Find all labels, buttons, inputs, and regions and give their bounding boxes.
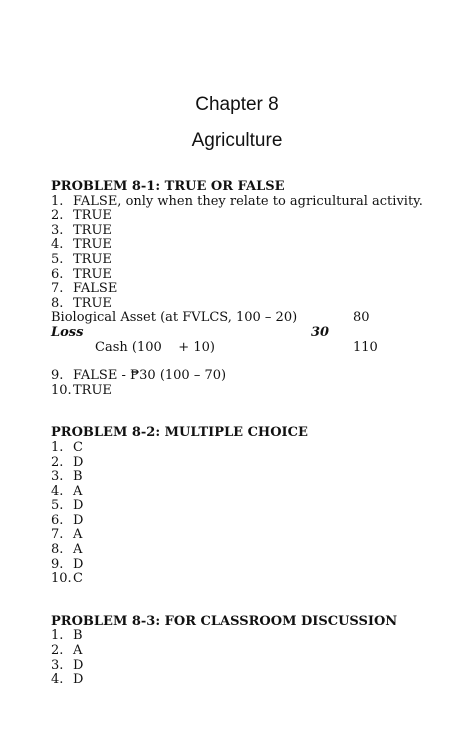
list-item [51, 499, 451, 514]
list-item [51, 485, 451, 500]
problem-3-heading: PROBLEM 8-3: FOR CLASSROOM DISCUSSION [51, 613, 398, 629]
item-number: 7. [51, 527, 64, 543]
item-number: 7. [51, 281, 64, 297]
item-answer: D [73, 556, 84, 572]
list-item [51, 558, 451, 573]
journal-debit: 110 [353, 339, 378, 355]
item-answer: D [73, 512, 84, 528]
chapter-subtitle: Agriculture [191, 130, 283, 151]
item-number: 6. [51, 266, 64, 282]
list-item [51, 514, 451, 529]
list-item [51, 195, 451, 210]
item-answer: A [73, 483, 83, 499]
journal-debit: 80 [353, 310, 370, 326]
item-answer: D [73, 454, 84, 470]
problem-2-list [51, 441, 451, 587]
item-number: 10. [51, 382, 72, 398]
list-item [51, 253, 451, 268]
journal-account: Biological Asset (at FVLCS, 100 – 20) [51, 310, 298, 326]
list-item [51, 543, 451, 558]
item-number: 3. [51, 469, 64, 485]
problem-2-heading: PROBLEM 8-2: MULTIPLE CHOICE [51, 425, 308, 441]
list-item [51, 268, 451, 283]
item-answer: TRUE [73, 237, 112, 253]
item-number: 4. [51, 237, 64, 253]
list-item [51, 441, 451, 456]
item-answer: FALSE [73, 281, 118, 297]
problem-1-list [51, 195, 451, 312]
item-answer: D [73, 657, 84, 673]
item-answer: FALSE, only when they relate to agricultural activity. [73, 193, 423, 209]
item-number: 1. [51, 193, 64, 209]
item-answer: TRUE [73, 208, 112, 224]
list-item [51, 572, 451, 587]
item-answer: TRUE [73, 251, 112, 267]
item-answer: C [73, 439, 83, 455]
list-item [51, 470, 451, 485]
item-answer: TRUE [73, 382, 112, 398]
list-item [51, 209, 451, 224]
list-item [51, 673, 451, 688]
journal-line [51, 311, 451, 326]
item-number: 5. [51, 251, 64, 267]
problem-1-list-continued [51, 369, 451, 398]
item-number: 2. [51, 208, 64, 224]
list-item [51, 369, 451, 384]
list-item [51, 456, 451, 471]
item-answer: TRUE [73, 222, 112, 238]
problem-1-heading: PROBLEM 8-1: TRUE OR FALSE [51, 179, 285, 194]
list-item [51, 644, 451, 659]
item-number: 9. [51, 556, 64, 572]
chapter-title: Chapter 8 [195, 94, 279, 115]
problem-3-list [51, 629, 451, 687]
item-answer: FALSE - ₱30 (100 – 70) [73, 368, 227, 384]
item-answer: A [73, 527, 83, 543]
item-answer: B [73, 628, 83, 644]
item-number: 2. [51, 643, 64, 659]
item-answer: D [73, 498, 84, 514]
item-number: 3. [51, 657, 64, 673]
item-number: 9. [51, 368, 64, 384]
item-answer: TRUE [73, 295, 112, 311]
item-number: 2. [51, 454, 64, 470]
journal-entry [51, 311, 451, 355]
journal-line [51, 341, 451, 356]
journal-line [51, 326, 451, 341]
list-item [51, 297, 451, 312]
item-answer: TRUE [73, 266, 112, 282]
item-answer: A [73, 643, 83, 659]
item-number: 8. [51, 295, 64, 311]
item-number: 1. [51, 439, 64, 455]
item-answer: D [73, 672, 84, 688]
item-number: 8. [51, 542, 64, 558]
item-number: 5. [51, 498, 64, 514]
journal-account: Loss [51, 324, 84, 340]
item-number: 6. [51, 512, 64, 528]
item-number: 4. [51, 483, 64, 499]
list-item [51, 659, 451, 674]
item-answer: A [73, 542, 83, 558]
journal-credit: 30 [311, 324, 330, 340]
item-answer: B [73, 469, 83, 485]
item-answer: C [73, 571, 83, 587]
list-item [51, 238, 451, 253]
item-number: 3. [51, 222, 64, 238]
item-number: 1. [51, 628, 64, 644]
list-item [51, 528, 451, 543]
document-body [51, 180, 451, 688]
item-number: 4. [51, 672, 64, 688]
journal-account: Cash (100 + 10) [95, 339, 215, 355]
list-item [51, 384, 451, 399]
list-item [51, 282, 451, 297]
item-number: 10. [51, 571, 72, 587]
list-item [51, 224, 451, 239]
list-item [51, 629, 451, 644]
